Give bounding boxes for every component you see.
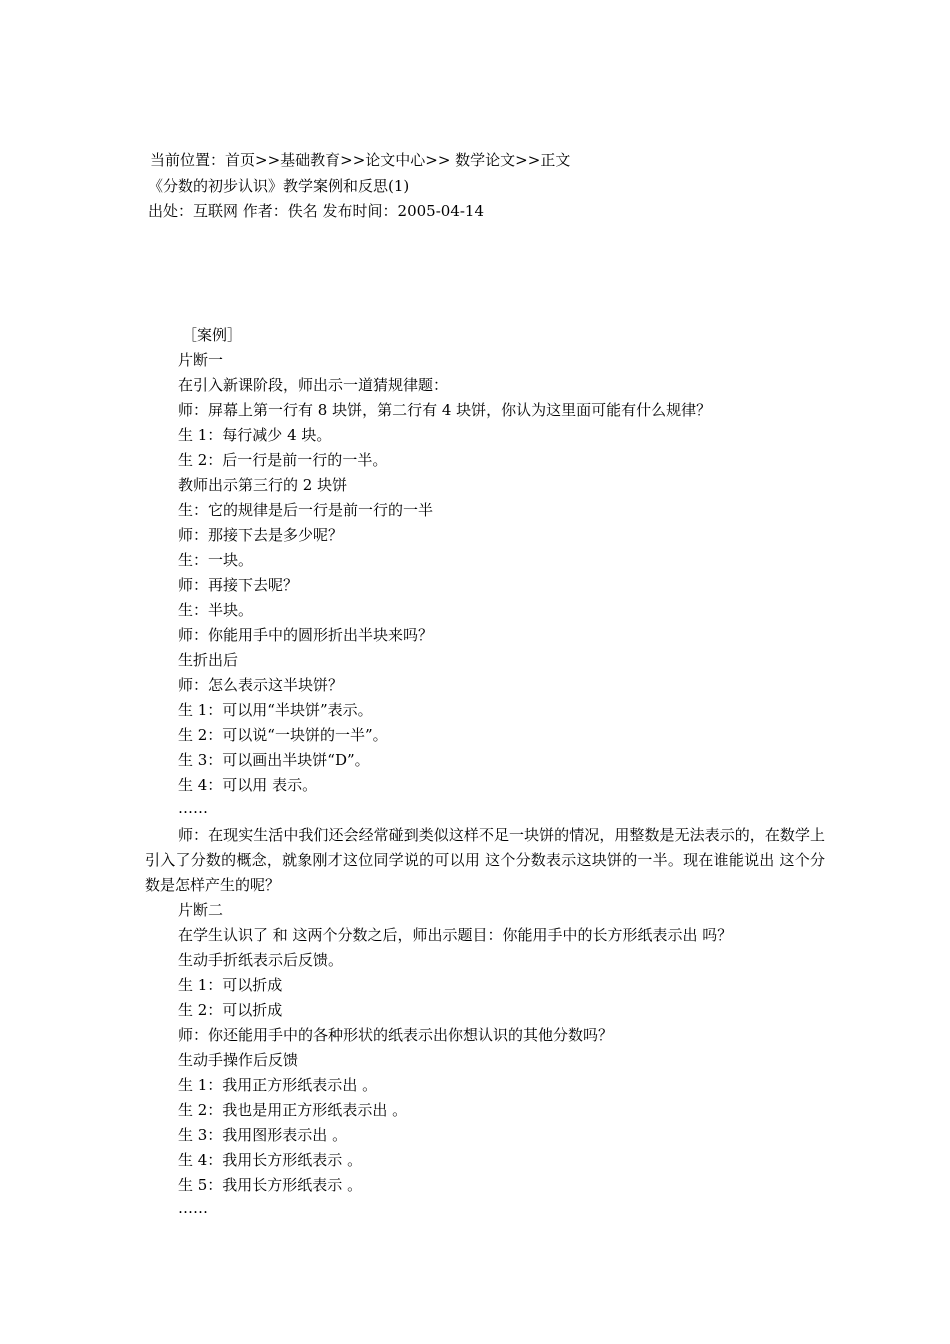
dialogue-line: 教师出示第三行的 2 块饼 bbox=[178, 476, 348, 494]
dialogue-line: 生 1：每行减少 4 块。 bbox=[178, 426, 332, 444]
dialogue-line: 在引入新课阶段，师出示一道猜规律题： bbox=[178, 376, 449, 394]
dialogue-line: 生动手折纸表示后反馈。 bbox=[178, 951, 344, 969]
dialogue-line: 在学生认识了 和 这两个分数之后，师出示题目：你能用手中的长方形纸表示出 吗？ bbox=[178, 926, 733, 944]
section-heading-1: 片断一 bbox=[178, 351, 224, 369]
dialogue-line: 生 1：可以用“半块饼”表示。 bbox=[178, 701, 373, 719]
dialogue-line: 生动手操作后反馈 bbox=[178, 1051, 299, 1069]
dialogue-line: 生：半块。 bbox=[178, 601, 254, 619]
dialogue-line: 生 3：可以画出半块饼“D”。 bbox=[178, 751, 370, 769]
breadcrumb: 当前位置：首页>>基础教育>>论文中心>> 数学论文>>正文 bbox=[150, 151, 571, 169]
dialogue-line: 师：你能用手中的圆形折出半块来吗？ bbox=[178, 626, 434, 644]
dialogue-line: 师：怎么表示这半块饼？ bbox=[178, 676, 344, 694]
dialogue-line: 生 5：我用长方形纸表示 。 bbox=[178, 1176, 363, 1194]
article-meta: 出处：互联网 作者：佚名 发布时间：2005-04-14 bbox=[148, 202, 485, 220]
dialogue-line: 生 1：可以折成 bbox=[178, 976, 283, 994]
dialogue-line: 生 2：可以折成 bbox=[178, 1001, 283, 1019]
dialogue-line: 生：一块。 bbox=[178, 551, 254, 569]
section-heading-2: 片断二 bbox=[178, 901, 224, 919]
dialogue-line: 生 2：我也是用正方形纸表示出 。 bbox=[178, 1101, 408, 1119]
dialogue-line: 生：它的规律是后一行是前一行的一半 bbox=[178, 501, 434, 519]
dialogue-line: 师：那接下去是多少呢？ bbox=[178, 526, 344, 544]
dialogue-line: 生 1：我用正方形纸表示出 。 bbox=[178, 1076, 378, 1094]
dialogue-line: 师：你还能用手中的各种形状的纸表示出你想认识的其他分数吗？ bbox=[178, 1026, 614, 1044]
dialogue-line: 生 2：后一行是前一行的一半。 bbox=[178, 451, 388, 469]
dialogue-line: 生折出后 bbox=[178, 651, 239, 669]
dialogue-line: 生 3：我用图形表示出 。 bbox=[178, 1126, 348, 1144]
case-label: ［案例］ bbox=[182, 326, 243, 344]
ellipsis: …… bbox=[178, 1199, 208, 1217]
dialogue-line: 生 4：我用长方形纸表示 。 bbox=[178, 1151, 363, 1169]
ellipsis: …… bbox=[178, 799, 208, 817]
dialogue-line: 师：屏幕上第一行有 8 块饼，第二行有 4 块饼，你认为这里面可能有什么规律？ bbox=[178, 401, 712, 419]
dialogue-line: 生 2：可以说“一块饼的一半”。 bbox=[178, 726, 388, 744]
page-title: 《分数的初步认识》教学案例和反思(1) bbox=[148, 177, 410, 195]
dialogue-line: 生 4：可以用 表示。 bbox=[178, 776, 318, 794]
explanation-paragraph: 师：在现实生活中我们还会经常碰到类似这样不足一块饼的情况，用整数是无法表示的，在数学上引入了分数的概念，就象刚才这位同学说的可以用 这个分数表示这块饼的一半。现在谁能说出 这个分数是怎样产生的呢？ bbox=[145, 826, 825, 894]
dialogue-line: 师：再接下去呢？ bbox=[178, 576, 299, 594]
